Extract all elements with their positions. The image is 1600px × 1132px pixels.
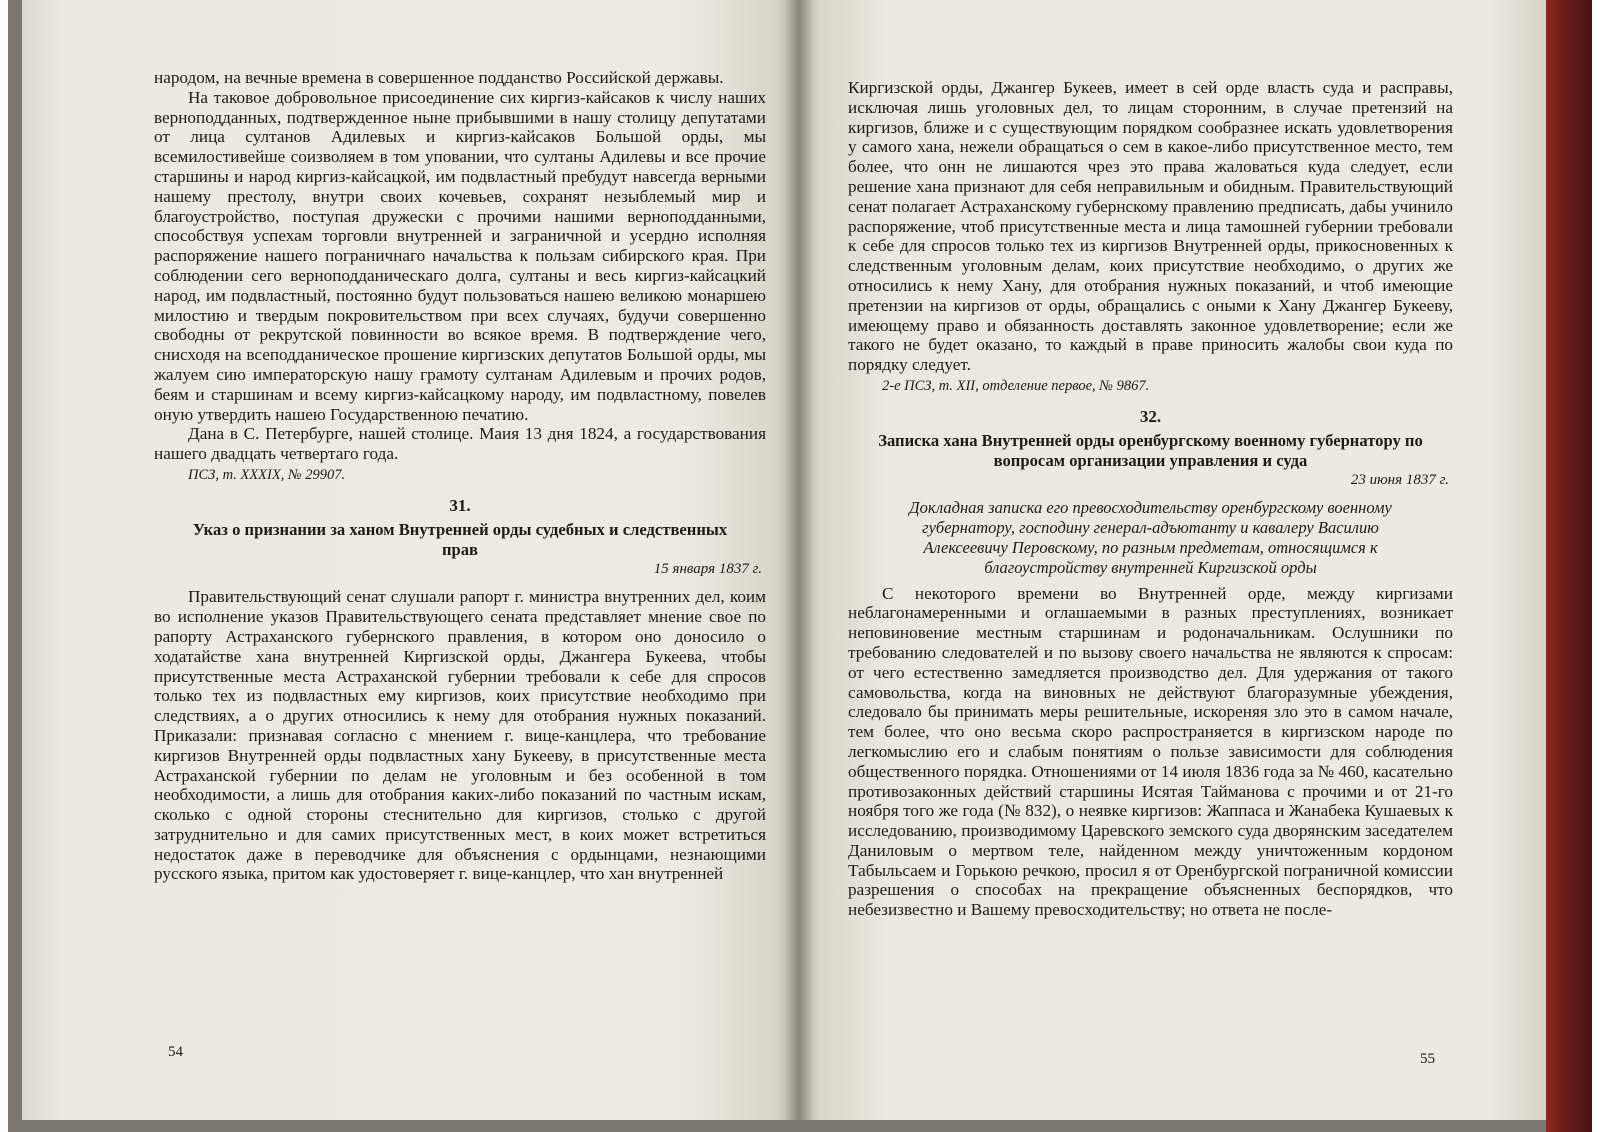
document-number: 32. [1139, 406, 1162, 426]
left-text-column [154, 68, 766, 884]
book-cover-edge [1546, 0, 1592, 1132]
document-number: 31. [449, 495, 471, 515]
paragraph: Киргизской орды, Джангер Букеев, имеет в сей орде власть суда и расправы, исключая лишь уголовных дел, то лицам сторонним, в случае претензий на киргизов, ближе и с существующим порядком сообразнее искать удовлетворения у самого хана, нежели обращаться о сем в какое-либо присутственное место, тем более, что онн не лишаются чрез это права жаловаться куда следует, если решение хана признают для себя неправильным и обидным. Правительствующий сенат полагает Астраханскому губернскому правлению предписать, дабы учинило распоряжение, чтоб присутственные места и лица тамошней губернии требовали к себе для спросов только тех из киргизов Внутренней орды, прикосновенных к следственным уголовным делам, коих присутствие необходимо, о других же относились к нему Хану, для отобрания нужных показаний, и чтоб имеющие претензии на киргизов от орды, обращались с оными к Хану Джангер Букееву, имеющему право и обязанность доставлять законное удовлетворение; если же такого не будет оказано, то каждый в праве приносить жалобы свои куда по порядку следует. [848, 78, 1453, 375]
gutter-shadow [784, 0, 814, 1120]
document-subtitle: Докладная записка его превосходительству оренбургскому военному губернатору, господину генерал-адъютанту и кавалеру Василию Алексеевичу Перовскому, по разным предметам, относящимся к благоустройству внутренней Киргизской орды [909, 498, 1392, 577]
document-title: Записка хана Внутренней орды оренбургскому военному губернатору по вопросам организации управления и суда [878, 430, 1423, 470]
document-title: Указ о признании за ханом Внутренней орды судебных и следственных прав [192, 519, 728, 559]
paragraph: С некоторого времени во Внутренней орде, между киргизами неблагонамеренными и оглашаемыми в разных преступлениях, возникает неповиновение местным старшинам и родоначальникам. Ослушники по требованию следователей и по вызову своего начальства не являются к спросам: от чего естественно замедляется производство дел. Для удержания от такого самовольства, когда на виновных не действуют благоразумные убеждения, следовало бы принимать меры решительные, искореняя зло это в самом начале, тем более, что оно весьма скоро распространяется в киргизском народе по легкомыслию его и слабым понятиям о пользе зависимости для соблюдения общественного порядка. Отношениями от 14 июля 1836 года за № 460, касательно противозаконных действий старшины Исятая Тайманова с прочими и от 21-го ноября того же года (№ 832), о неявке киргизов: Жаппаса и Жанабека Кушаевых к исследованию, производимому Царевского земского суда дворянским заседателем Даниловым о мертвом теле, найденном между уничтоженным кордоном Табыльсаем и Горькою речкою, просил я от Оренбургской пограничной комиссии разрешения о способах на прекращение объясненных беспорядков, что небезизвестно и Вашему превосходительству; но ответа не после- [848, 583, 1453, 920]
paragraph: Правительствующий сенат слушали рапорт г. министра внутренних дел, коим во исполнение указов Правительствующего сената представляет мнение свое по рапорту Астраханского губернского правления, в котором оно доносило о ходатайстве хана внутренней Киргизской орды, Джангера Букеева, чтобы присутственные места Астраханской губернии требовали к себе для спросов только тех из подвластных ему киргизов, коих присутствие необходимо при следствиях, а о других относились к нему для отобрания нужных показаний. Приказали: признавая согласно с мнением г. вице-канцлера, что требование киргизов Внутренней орды подвластных хану Букееву, в присутственные места Астраханской губернии по делам не уголовным и без особенной в том необходимости, а лишь для отобрания каких-либо показаний по частным искам, сколько с одной стороны стеснительно для киргизов, столько с другой затруднительно и для самих присутственных мест, в коих может встретиться недостаток даже в переводчике для объяснения с ордынцами, незнающими русского языка, притом как удостоверяет г. вице-канцлер, что хан внутренней [154, 587, 766, 884]
paragraph: народом, на вечные времена в совершенное подданство Российской державы. [154, 68, 724, 87]
right-text-column [848, 78, 1453, 920]
left-page [22, 0, 798, 1120]
document-date: 15 января 1837 г. [653, 560, 762, 577]
page-number: 55 [1420, 1051, 1435, 1067]
source-citation: ПСЗ, т. XXXIX, № 29907. [188, 466, 346, 483]
book-spread [8, 0, 1592, 1132]
page-number: 54 [168, 1044, 183, 1060]
paragraph: На таковое добровольное присоединение сих киргиз-кайсаков к числу наших верноподданных, подтвержденное ныне прибывшими в нашу столицу депутатами от лица султанов Адилевых и киргиз-кайсаков Большой орды, мы всемилостивейше соизволяем в том уповании, что султаны Адилевы и все прочие старшины и народ киргиз-кайсацкой, им подвластный пребудут навсегда верными нашему престолу, внутри своих кочевьев, сохранят незыблемый мир и благоустройство, поступая дружески с прочими нашими верноподданными, способствуя успехам торговли внутренней и заграничной и усердно исполняя распоряжение нашего пограничнаго начальства к пользам сибирского края. При соблюдении сего верноподданическаго долга, султаны и весь киргиз-кайсацкий народ, им подвластный, постоянно будут пользоваться нашею великою монаршею милостию и твердым покровительством при всех случаях, будучи совершенно свободны от рекрутской повинности во всякое время. В подтверждение чего, снисходя на всеподданическое прошение киргизских депутатов Большой орды, мы жалуем сию императорскую нашу грамоту султанам Адилевым и прочих родов, беям и старшинам и всему киргиз-кайсацкому народу, им подвластному, повелев оную утвердить нашею Государственною печатию. [154, 87, 766, 424]
source-citation: 2-е ПСЗ, т. XII, отделение первое, № 9867. [882, 377, 1150, 394]
right-page [798, 0, 1546, 1120]
document-date: 23 июня 1837 г. [1350, 471, 1449, 488]
paragraph: Дана в С. Петербурге, нашей столице. Маия 13 дня 1824, а государствования нашего двадцать четвертаго года. [154, 424, 766, 464]
